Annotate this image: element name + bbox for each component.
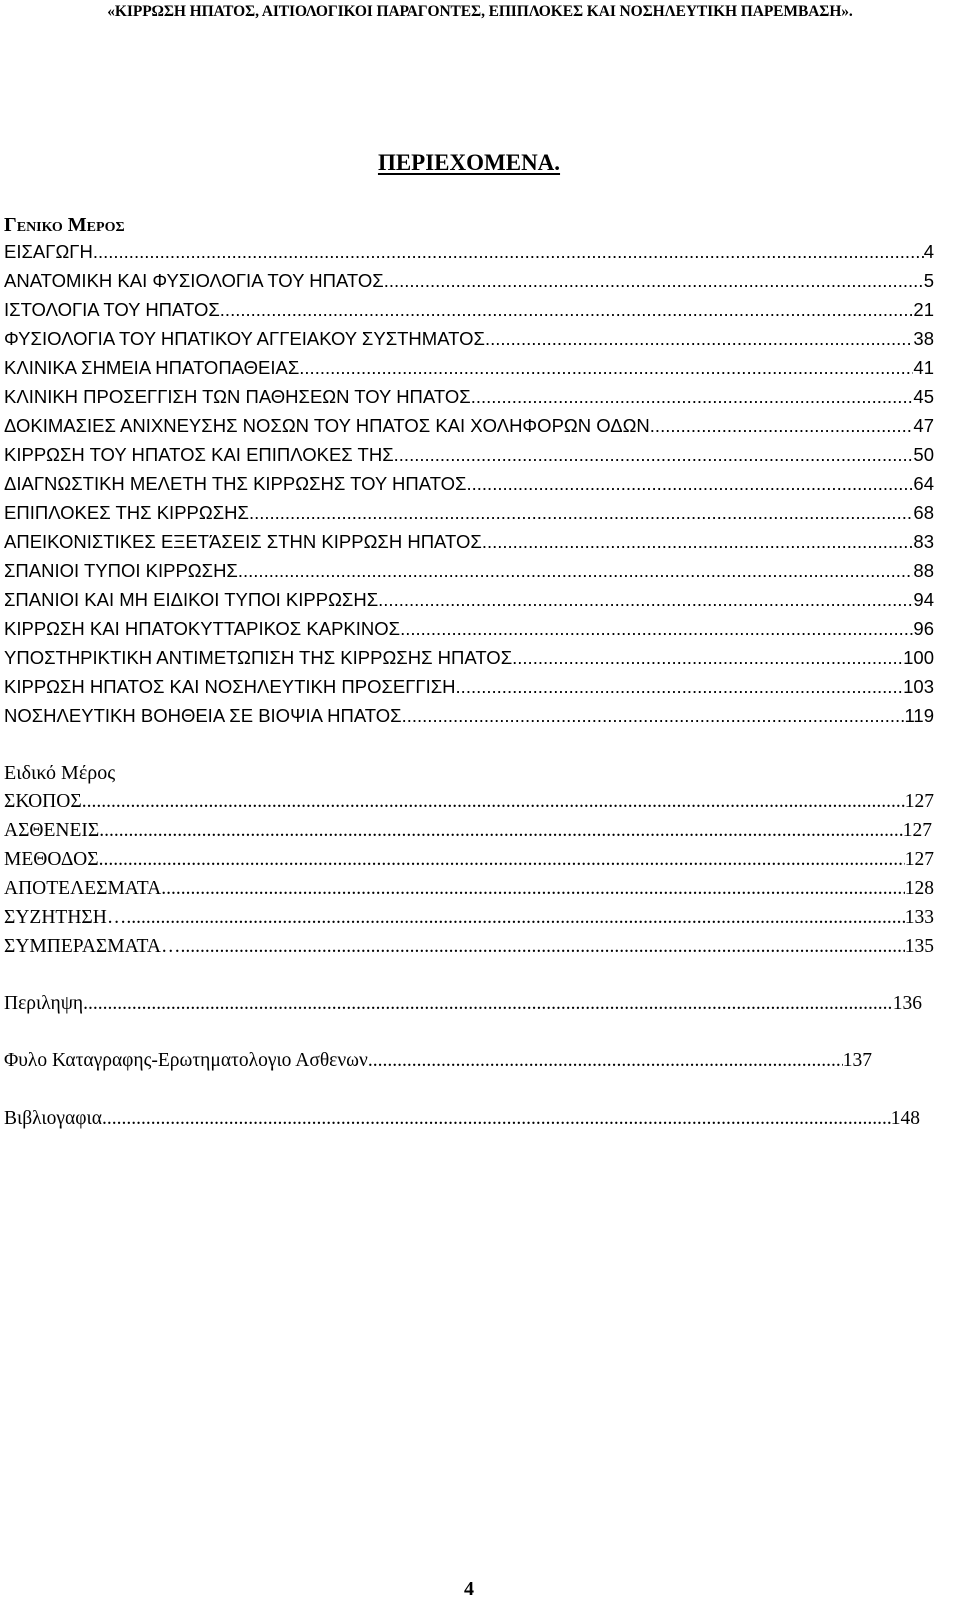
toc-entry[interactable] xyxy=(4,328,934,354)
toc-entry-page: 21 xyxy=(913,299,934,320)
toc-leader-dots xyxy=(249,502,913,524)
toc-entry-label: ΣΚΟΠΟΣ xyxy=(4,791,82,812)
toc-entry[interactable] xyxy=(4,647,934,673)
toc-entry[interactable] xyxy=(4,589,934,615)
toc-entry-page: 103 xyxy=(903,676,934,697)
toc-leader-dots xyxy=(99,849,905,871)
toc-entry[interactable] xyxy=(4,993,922,1019)
toc-leader-dots xyxy=(471,386,914,408)
toc-entry-page: 64 xyxy=(913,473,934,494)
toc-entry-page: 135 xyxy=(904,936,934,957)
toc-entry[interactable] xyxy=(4,849,934,875)
toc-leader-dots xyxy=(485,328,913,350)
toc-entry-label: ΚΙΡΡΩΣΗ ΗΠΑΤΟΣ ΚΑΙ ΝΟΣΗΛΕΥΤΙΚΗ ΠΡΟΣΕΓΓΙΣΗ xyxy=(4,676,456,697)
toc-entry-label: ΥΠΟΣΤΗΡΙΚΤΙΚΗ ΑΝΤΙΜΕΤΩΠΙΣΗ ΤΗΣ ΚΙΡΡΩΣΗΣ ΗΠΑΤΟΣ xyxy=(4,647,513,668)
toc-entry[interactable] xyxy=(4,473,934,499)
toc-entry[interactable] xyxy=(4,357,934,383)
toc-entry-page: 94 xyxy=(913,589,934,610)
toc-entry-page: 136 xyxy=(892,993,922,1014)
toc-leader-dots xyxy=(83,993,893,1015)
toc-entry[interactable] xyxy=(4,618,934,644)
toc-entry-label: ΑΣΘΕΝΕΙΣ xyxy=(4,820,100,841)
toc-entry-label: ΚΛΙΝΙΚΑ ΣΗΜΕΙΑ ΗΠΑΤΟΠΑΘΕΙΑΣ xyxy=(4,357,300,378)
toc-leader-dots xyxy=(650,415,914,437)
toc-leader-dots xyxy=(102,1108,891,1130)
toc-entry-page: 45 xyxy=(913,386,934,407)
toc-entry-label: ΝΟΣΗΛΕΥΤΙΚΗ ΒΟΗΘΕΙΑ ΣΕ ΒΙΟΨΙΑ ΗΠΑΤΟΣ xyxy=(4,705,402,726)
toc-entry-page: 47 xyxy=(913,415,934,436)
toc-entry-page: 88 xyxy=(913,560,934,581)
toc-entry-page: 50 xyxy=(913,444,934,465)
toc-entry-page: 5 xyxy=(923,270,934,291)
toc-leader-dots xyxy=(180,936,904,958)
toc-entry[interactable] xyxy=(4,270,934,296)
toc-entry-page: 127 xyxy=(904,849,934,870)
toc-entry[interactable] xyxy=(4,415,934,441)
toc-entry-label: ΑΠΟΤΕΛΕΣΜΑΤΑ xyxy=(4,878,162,899)
toc-leader-dots xyxy=(378,589,913,611)
toc-entry-label: ΕΠΙΠΛΟΚΕΣ ΤΗΣ ΚΙΡΡΩΣΗΣ xyxy=(4,502,249,523)
toc-leader-dots xyxy=(93,241,924,263)
toc-entry-page: 4 xyxy=(923,241,934,262)
toc-entry[interactable] xyxy=(4,705,934,731)
toc-leader-dots xyxy=(220,299,914,321)
toc-entry-label: ΣΥΖΗΤΗΣΗ… xyxy=(4,907,127,928)
toc-entry[interactable] xyxy=(4,299,934,325)
toc-entry-page: 148 xyxy=(890,1108,920,1129)
toc-entry-label: Φυλο Καταγραφης-Ερωτηματολογιο Ασθενων xyxy=(4,1050,368,1071)
toc-entry-page: 83 xyxy=(913,531,934,552)
toc-entry-label: ΔΟΚΙΜΑΣΙΕΣ ΑΝΙΧΝΕΥΣΗΣ ΝΟΣΩΝ ΤΟΥ ΗΠΑΤΟΣ ΚΑΙ ΧΟΛΗΦΟΡΩΝ ΟΔΩΝ xyxy=(4,415,650,436)
toc-title: ΠΕΡΙΕΧΟΜΕΝΑ. xyxy=(377,150,561,175)
toc-entry-label: ΚΛΙΝΙΚΗ ΠΡΟΣΕΓΓΙΣΗ ΤΩΝ ΠΑΘΗΣΕΩΝ ΤΟΥ ΗΠΑΤΟΣ xyxy=(4,386,471,407)
toc-entry-label: ΑΝΑΤΟΜΙΚΗ ΚΑΙ ΦΥΣΙΟΛΟΓΙΑ ΤΟΥ ΗΠΑΤΟΣ xyxy=(4,270,384,291)
toc-entry-page: 128 xyxy=(904,878,934,899)
toc-entry-page: 127 xyxy=(902,820,932,841)
toc-entry-page: 96 xyxy=(913,618,934,639)
toc-entry-page: 137 xyxy=(842,1050,872,1071)
toc-entry-label: ΕΙΣΑΓΩΓΗ xyxy=(4,241,93,262)
toc-entry[interactable] xyxy=(4,386,934,412)
toc-entry-page: 100 xyxy=(903,647,934,668)
toc-leader-dots xyxy=(400,618,913,640)
toc-entry[interactable] xyxy=(4,907,934,933)
toc-entry-label: Βιβλιογαφια xyxy=(4,1108,102,1129)
toc-leader-dots xyxy=(161,878,905,900)
special-section-heading: Ειδικό Μέρος xyxy=(4,762,116,784)
toc-entry[interactable] xyxy=(4,444,934,470)
toc-leader-dots xyxy=(467,473,914,495)
toc-entry-page: 68 xyxy=(913,502,934,523)
toc-leader-dots xyxy=(299,357,913,379)
toc-leader-dots xyxy=(82,791,905,813)
toc-entry[interactable] xyxy=(4,560,934,586)
toc-entry-label: ΙΣΤΟΛΟΓΙΑ ΤΟΥ ΗΠΑΤΟΣ xyxy=(4,299,220,320)
toc-entry[interactable] xyxy=(4,1108,920,1134)
toc-entry[interactable] xyxy=(4,241,934,267)
toc-entry-label: ΑΠΕΙΚΟΝΙΣΤΙΚΕΣ ΕΞΕΤΆΣΕΙΣ ΣΤΗΝ ΚΙΡΡΩΣΗ ΗΠΑΤΟΣ xyxy=(4,531,482,552)
toc-entry[interactable] xyxy=(4,1050,872,1076)
toc-entry[interactable] xyxy=(4,502,934,528)
toc-entry-label: ΚΙΡΡΩΣΗ ΚΑΙ ΗΠΑΤΟΚΥΤΤΑΡΙΚΟΣ ΚΑΡΚΙΝΟΣ xyxy=(4,618,401,639)
toc-entry-page: 119 xyxy=(904,705,934,726)
toc-leader-dots xyxy=(482,531,914,553)
toc-entry-page: 133 xyxy=(904,907,934,928)
toc-entry[interactable] xyxy=(4,791,934,817)
toc-entry[interactable] xyxy=(4,936,934,962)
toc-entry-label: ΔΙΑΓΝΩΣΤΙΚΗ ΜΕΛΕΤΗ ΤΗΣ ΚΙΡΡΩΣΗΣ ΤΟΥ ΗΠΑΤΟΣ xyxy=(4,473,467,494)
toc-entry-label: ΜΕΘΟΔΟΣ xyxy=(4,849,99,870)
toc-entry-label: ΣΠΑΝΙΟΙ ΚΑΙ ΜΗ ΕΙΔΙΚΟΙ ΤΥΠΟΙ ΚΙΡΡΩΣΗΣ xyxy=(4,589,379,610)
toc-entry-label: Περιληψη xyxy=(4,993,84,1014)
page-number: 4 xyxy=(464,1578,474,1600)
toc-leader-dots xyxy=(402,705,905,727)
toc-entry[interactable] xyxy=(4,878,934,904)
toc-leader-dots xyxy=(126,907,904,929)
toc-entry-page: 41 xyxy=(913,357,934,378)
toc-entry-label: ΦΥΣΙΟΛΟΓΙΑ ΤΟΥ ΗΠΑΤΙΚΟΥ ΑΓΓΕΙΑΚΟΥ ΣΥΣΤΗΜΑΤΟΣ xyxy=(4,328,485,349)
toc-leader-dots xyxy=(384,270,924,292)
toc-entry-page: 127 xyxy=(904,791,934,812)
general-section-heading: Γενικο Μερος xyxy=(4,214,125,236)
toc-entry-label: ΣΥΜΠΕΡΑΣΜΑΤΑ… xyxy=(4,936,181,957)
toc-entry[interactable] xyxy=(4,820,932,846)
toc-leader-dots xyxy=(368,1050,843,1072)
toc-leader-dots xyxy=(99,820,902,842)
toc-entry[interactable] xyxy=(4,676,934,702)
toc-leader-dots xyxy=(394,444,914,466)
toc-entry-label: ΣΠΑΝΙΟΙ ΤΥΠΟΙ ΚΙΡΡΩΣΗΣ xyxy=(4,560,238,581)
toc-entry[interactable] xyxy=(4,531,934,557)
toc-leader-dots xyxy=(456,676,904,698)
toc-leader-dots xyxy=(512,647,903,669)
toc-leader-dots xyxy=(238,560,914,582)
toc-entry-page: 38 xyxy=(913,328,934,349)
toc-entry-label: ΚΙΡΡΩΣΗ ΤΟΥ ΗΠΑΤΟΣ ΚΑΙ ΕΠΙΠΛΟΚΕΣ ΤΗΣ xyxy=(4,444,394,465)
document-running-header: «ΚΙΡΡΩΣΗ ΗΠΑΤΟΣ, ΑΙΤΙΟΛΟΓΙΚΟΙ ΠΑΡΑΓΟΝΤΕΣ, ΕΠΙΠΛΟΚΕΣ ΚΑΙ ΝΟΣΗΛΕΥΤΙΚΗ ΠΑΡΕΜΒΑΣΗ». xyxy=(107,3,853,20)
